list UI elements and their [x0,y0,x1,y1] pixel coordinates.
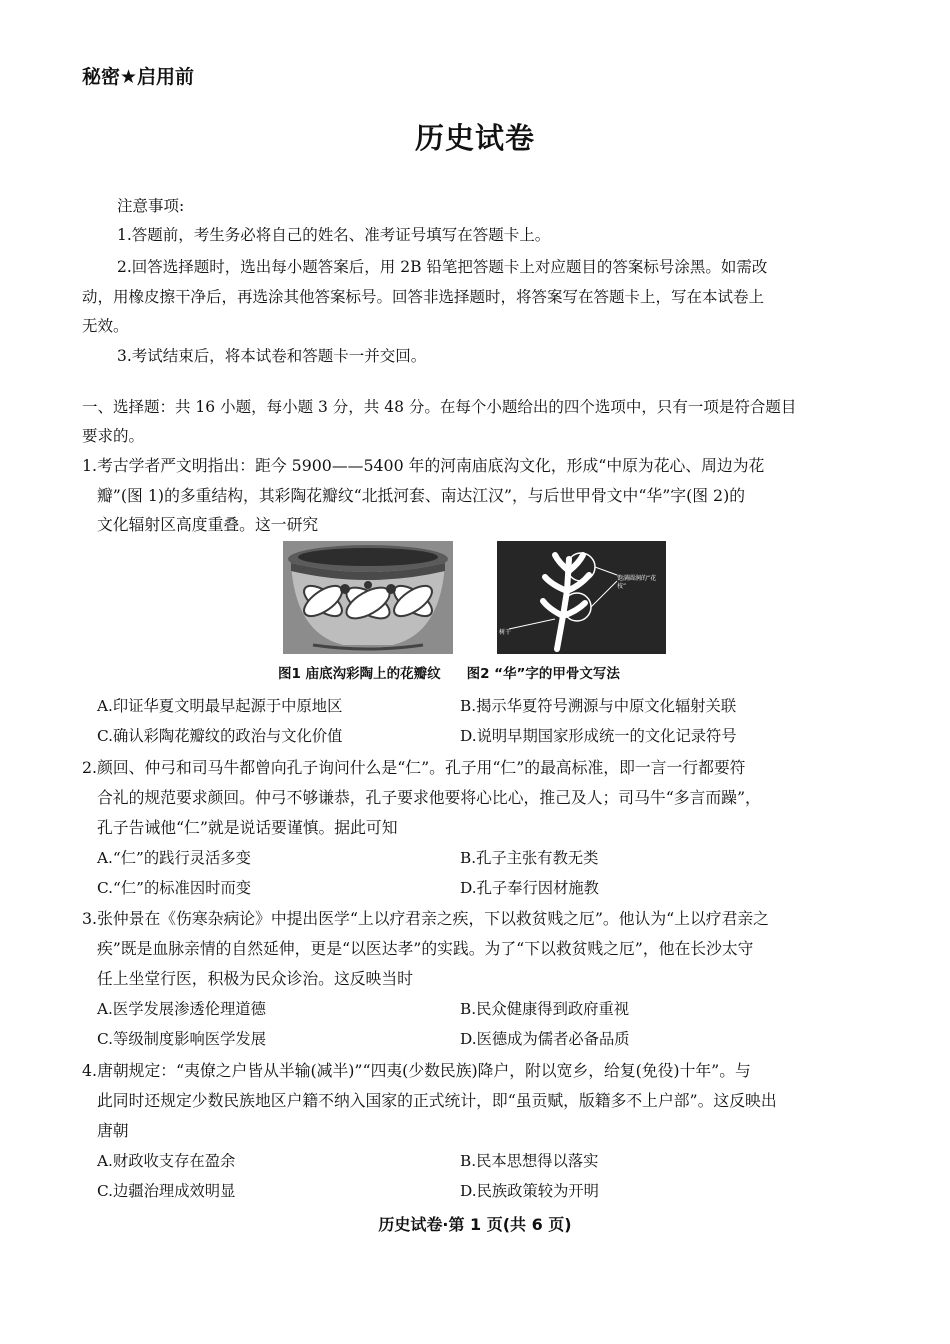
section-heading-line-1: 一、选择题：共 16 小题，每小题 3 分，共 48 分。在每个小题给出的四个选项中，只有一项是符合题目 [82,398,797,416]
notice-item-1: 1.答题前，考生务必将自己的姓名、准考证号填写在答题卡上。 [117,226,551,244]
figure-1-caption: 图1 庙底沟彩陶上的花瓣纹 [278,666,441,682]
q1-stem-line-2: 瓣”(图 1)的多重结构，其彩陶花瓣纹“北抵河套、南达江汉”，与后世甲骨文中“华”字(图 2)的 [97,486,746,505]
q1-option-b: B.揭示华夏符号溯源与中原文化辐射关联 [460,697,737,715]
q4-stem-line-2: 此同时还规定少数民族地区户籍不纳入国家的正式统计，即“虽贡赋，版籍多不上户部”。这反映出 [97,1091,777,1110]
q1-option-c: C.确认彩陶花瓣纹的政治与文化价值 [97,727,343,745]
q4-option-a: A.财政收支存在盈余 [97,1152,236,1170]
q1-stem-line-3: 文化辐射区高度重叠。这一研究 [97,515,319,534]
q2-option-c: C.“仁”的标准因时而变 [97,879,252,897]
q3-stem-line-1: 3.张仲景在《伤寒杂病论》中提出医学“上以疗君亲之疾，下以救贫贱之厄”。他认为“上以疗君亲之 [82,909,769,928]
q3-option-b: B.民众健康得到政府重视 [460,1000,630,1018]
q2-option-b: B.孔子主张有教无类 [460,849,599,867]
figure-2-label-trunk: 树干 [499,629,512,636]
notice-heading: 注意事项: [117,197,185,215]
notice-item-2-line-2: 动，用橡皮擦干净后，再选涂其他答案标号。回答非选择题时，将答案写在答题卡上，写在本试卷上 [82,288,765,306]
q2-stem-line-1: 2.颜回、仲弓和司马牛都曾向孔子询问什么是“仁”。孔子用“仁”的最高标准，即一言一行都要符 [82,758,746,777]
q2-stem-line-2: 合礼的规范要求颜回。仲弓不够谦恭，孔子要求他要将心比心，推己及人；司马牛“多言而躁”， [97,788,761,807]
figure-1-pottery-image [283,541,453,654]
figure-captions [278,662,620,682]
q2-stem-line-3: 孔子告诫他“仁”就是说话要谨慎。据此可知 [97,818,398,837]
q3-option-c: C.等级制度影响医学发展 [97,1030,266,1048]
q1-stem-line-1: 1.考古学者严文明指出：距今 5900——5400 年的河南庙底沟文化，形成“中原为花心、周边为花 [82,456,765,475]
q1-option-d: D.说明早期国家形成统一的文化记录符号 [460,727,737,745]
q1-option-a: A.印证华夏文明最早起源于中原地区 [97,697,343,715]
figure-2-caption: 图2 “华”字的甲骨文写法 [466,666,620,682]
q3-option-a: A.医学发展渗透伦理道德 [97,1000,266,1018]
q4-stem-line-3: 唐朝 [97,1121,129,1140]
section-heading-line-2: 要求的。 [82,427,145,445]
q3-option-d: D.医德成为儒者必备品质 [460,1030,630,1048]
q2-option-d: D.孔子奉行因材施教 [460,879,599,897]
page-title: 历史试卷 [414,121,535,155]
figure-2-label-flower: 饱满圆润的“花枝” [617,575,657,590]
notice-item-2-line-1: 2.回答选择题时，选出每小题答案后，用 2B 铅笔把答题卡上对应题目的答案标号涂黑。如需改 [117,258,768,276]
page-footer: 历史试卷·第 1 页(共 6 页) [378,1215,572,1234]
notice-item-3: 3.考试结束后，将本试卷和答题卡一并交回。 [117,347,427,365]
q4-option-c: C.边疆治理成效明显 [97,1182,236,1200]
q1-figures [283,541,668,656]
secret-mark: 秘密★启用前 [82,66,195,88]
q4-option-b: B.民本思想得以落实 [460,1152,599,1170]
q2-option-a: A.“仁”的践行灵活多变 [97,849,251,867]
q3-stem-line-3: 任上坐堂行医，积极为民众诊治。这反映当时 [97,969,413,988]
q4-stem-line-1: 4.唐朝规定：“夷僚之户皆从半输(减半)”“四夷(少数民族)降户，附以宽乡，给复(免役)十年”。与 [82,1061,751,1080]
figure-2-oracle-bone-image [497,541,666,654]
q4-option-d: D.民族政策较为开明 [460,1182,599,1200]
q3-stem-line-2: 疾”既是血脉亲情的自然延伸，更是“以医达孝”的实践。为了“下以救贫贱之厄”，他在长沙太守 [97,939,754,958]
notice-item-2-line-3: 无效。 [82,317,129,335]
